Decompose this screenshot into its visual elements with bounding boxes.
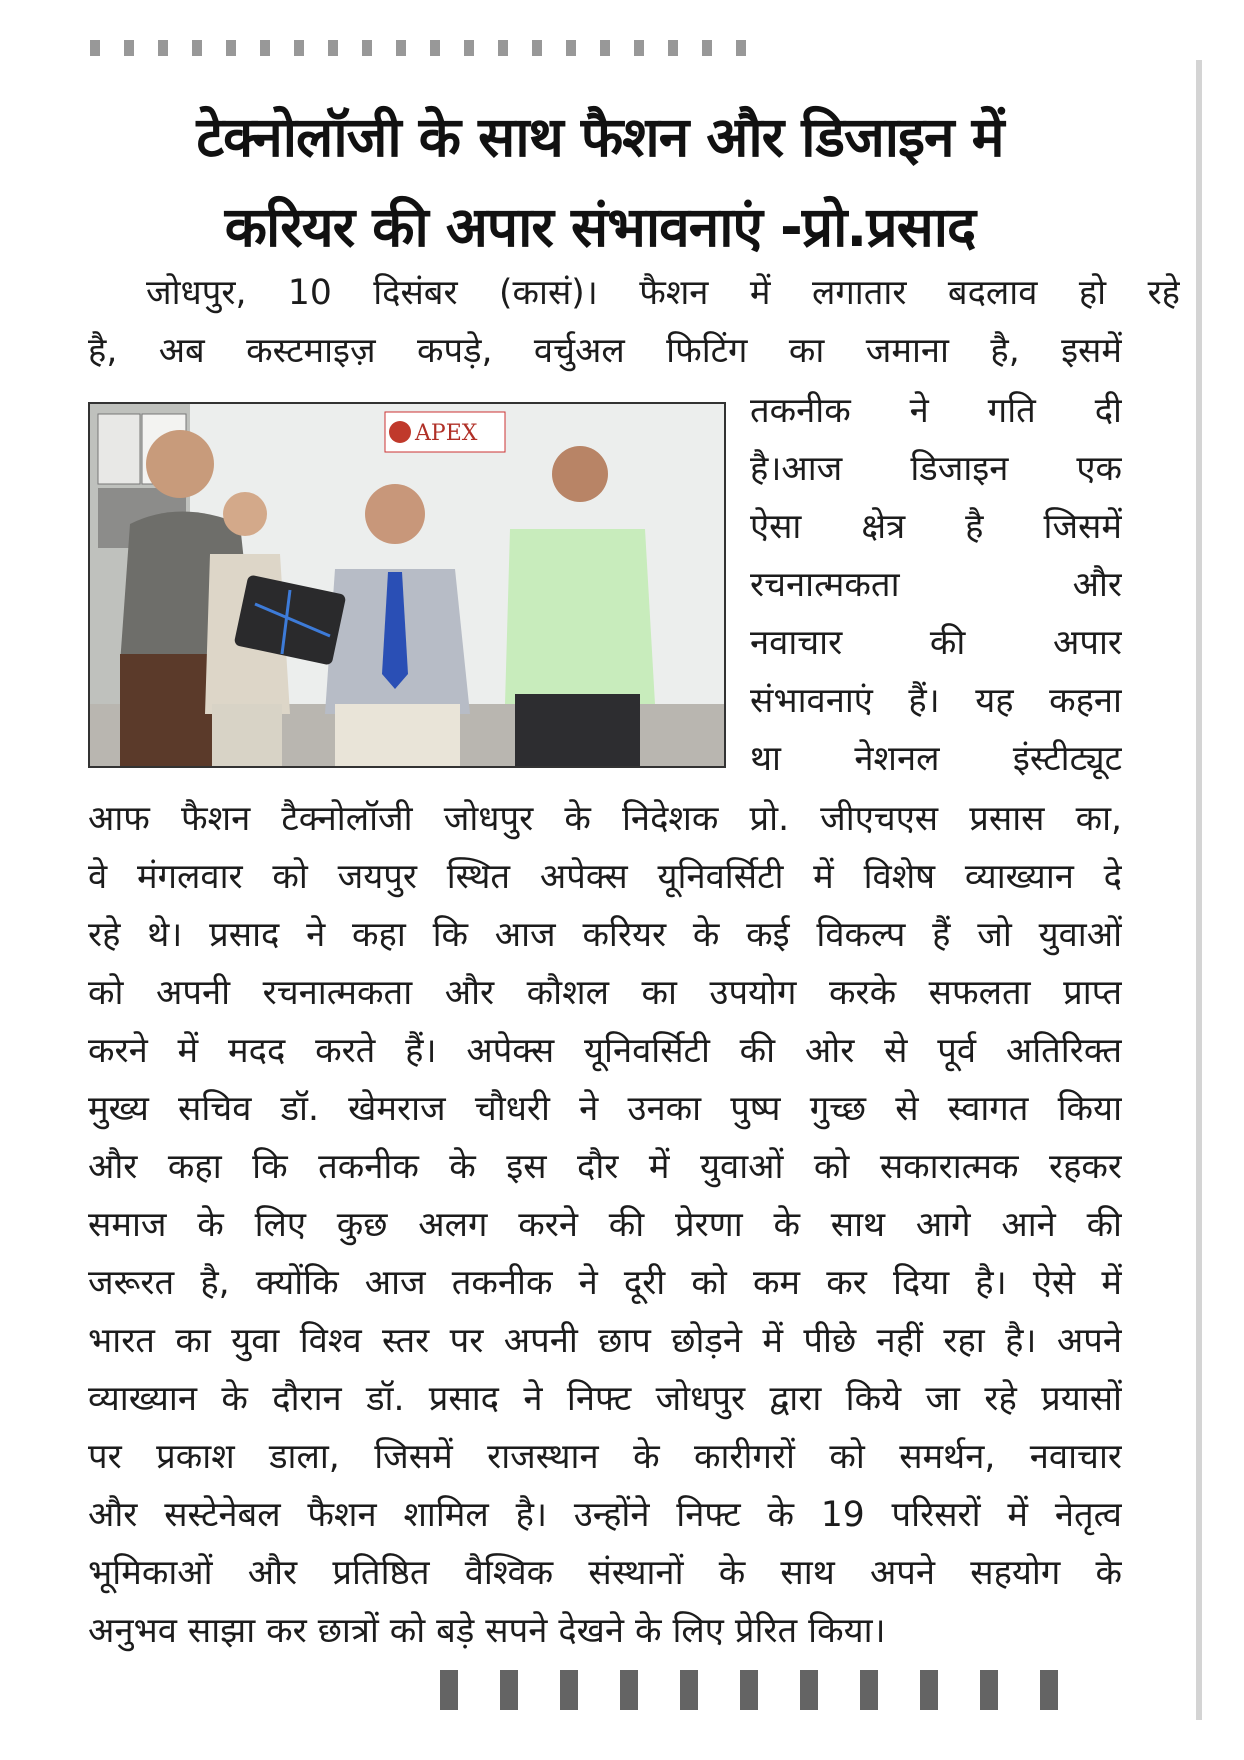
article-side-line: तकनीक ने गति दी — [750, 391, 1122, 431]
page-edge — [1196, 60, 1202, 1720]
article-line: आफ फैशन टैक्नोलॉजी जोधपुर के निदेशक प्रो. जीएचएस प्रसास का, — [88, 799, 1122, 839]
article-line: और सस्टेनेबल फैशन शामिल है। उन्होंने निफ्ट के 19 परिसरों में नेतृत्व — [88, 1495, 1122, 1535]
article-line: और कहा कि तकनीक के इस दौर में युवाओं को सकारात्मक रहकर — [88, 1147, 1122, 1187]
article-line: रहे थे। प्रसाद ने कहा कि आज करियर के कई विकल्प हैं जो युवाओं — [88, 915, 1122, 955]
cropped-next-line — [440, 1670, 1060, 1710]
article-line: वे मंगलवार को जयपुर स्थित अपेक्स यूनिवर्सिटी में विशेष व्याख्यान दे — [88, 857, 1122, 897]
article-line: पर प्रकाश डाला, जिसमें राजस्थान के कारीगरों को समर्थन, नवाचार — [88, 1437, 1122, 1477]
article-line: भारत का युवा विश्व स्तर पर अपनी छाप छोड़ने में पीछे नहीं रहा है। अपने — [88, 1321, 1122, 1361]
headline-line-2: करियर की अपार संभावनाएं -प्रो.प्रसाद — [224, 195, 976, 259]
apex-logo-icon — [389, 421, 411, 443]
article-side-line: था नेशनल इंस्टीट्यूट — [750, 739, 1122, 779]
article-line: है, अब कस्टमाइज़ कपड़े, वर्चुअल फिटिंग का जमाना है, इसमें — [88, 331, 1122, 371]
article-line: अनुभव साझा कर छात्रों को बड़े सपने देखने के लिए प्रेरित किया। — [88, 1611, 886, 1651]
article-side-line: है।आज डिजाइन एक — [750, 449, 1122, 489]
article-line: जरूरत है, क्योंकि आज तकनीक ने दूरी को कम कर दिया है। ऐसे में — [88, 1263, 1122, 1303]
article-line: समाज के लिए कुछ अलग करने की प्रेरणा के साथ आगे आने की — [88, 1205, 1122, 1245]
article-side-line: ऐसा क्षेत्र है जिसमें — [750, 507, 1122, 547]
article-side-line: नवाचार की अपार — [750, 623, 1122, 663]
photo-illustration — [90, 404, 724, 766]
headline — [80, 92, 1120, 272]
article-side-line: संभावनाएं हैं। यह कहना — [750, 681, 1122, 721]
banner-text: APEX — [415, 421, 478, 446]
article-side-line: रचनात्मकता और — [750, 565, 1122, 605]
news-photo — [88, 402, 726, 768]
article-line: जोधपुर, 10 दिसंबर (कासं)। फैशन में लगातार बदलाव हो रहे — [146, 273, 1180, 313]
article-line: करने में मदद करते हैं। अपेक्स यूनिवर्सिटी की ओर से पूर्व अतिरिक्त — [88, 1031, 1122, 1071]
article-line: मुख्य सचिव डॉ. खेमराज चौधरी ने उनका पुष्प गुच्छ से स्वागत किया — [88, 1089, 1122, 1129]
article-line: को अपनी रचनात्मकता और कौशल का उपयोग करके सफलता प्राप्त — [88, 973, 1122, 1013]
headline-line-1: टेक्नोलॉजी के साथ फैशन और डिजाइन में — [196, 105, 1004, 169]
article-line: भूमिकाओं और प्रतिष्ठित वैश्विक संस्थानों के साथ अपने सहयोग के — [88, 1553, 1122, 1593]
article-line: व्याख्यान के दौरान डॉ. प्रसाद ने निफ्ट जोधपुर द्वारा किये जा रहे प्रयासों — [88, 1379, 1122, 1419]
cropped-previous-line — [90, 40, 770, 56]
